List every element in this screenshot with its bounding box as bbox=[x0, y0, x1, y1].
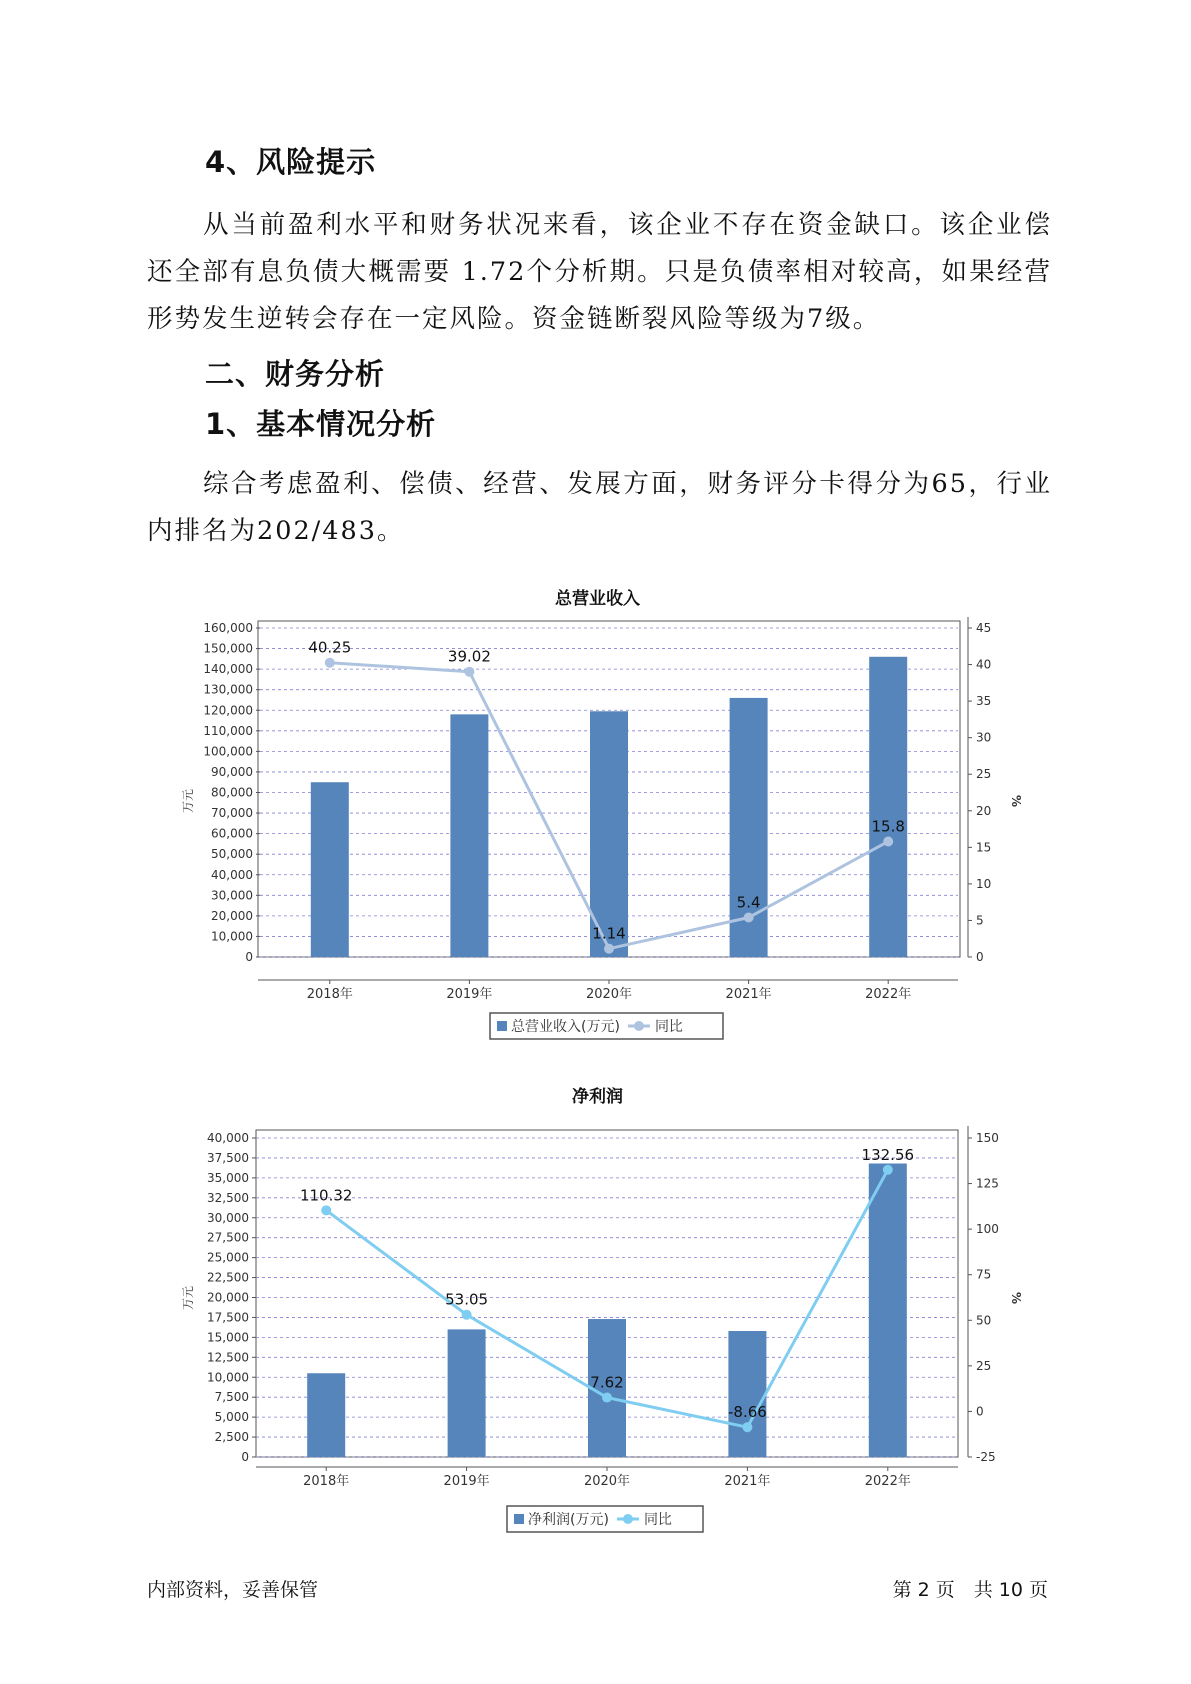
right-tick-label: 100 bbox=[976, 1222, 999, 1237]
yoy-point bbox=[464, 667, 474, 677]
left-tick-label: 17,500 bbox=[207, 1310, 249, 1325]
right-tick-label: 40 bbox=[976, 657, 992, 672]
yoy-point bbox=[604, 944, 614, 954]
right-tick-label: -25 bbox=[976, 1450, 996, 1464]
bar-2018年 bbox=[311, 782, 349, 957]
legend-line-marker bbox=[634, 1021, 644, 1031]
net-profit-chart-title: 净利润 bbox=[572, 1087, 623, 1107]
yoy-point bbox=[325, 658, 335, 668]
yoy-point bbox=[321, 1205, 331, 1215]
x-tick-label: 2018年 bbox=[306, 987, 353, 1002]
x-tick-label: 2019年 bbox=[443, 1474, 490, 1489]
x-tick-label: 2022年 bbox=[865, 987, 912, 1002]
right-axis-label: % bbox=[1009, 794, 1023, 808]
left-tick-label: 0 bbox=[241, 1450, 249, 1464]
basic-heading: 1、基本情况分析 bbox=[205, 407, 437, 441]
left-tick-label: 32,500 bbox=[207, 1190, 249, 1205]
left-tick-label: 15,000 bbox=[207, 1330, 249, 1345]
yoy-data-label: 5.4 bbox=[736, 893, 761, 912]
legend-bar-label: 总营业收入(万元) bbox=[511, 1019, 620, 1035]
right-tick-label: 45 bbox=[976, 621, 992, 635]
x-tick-label: 2021年 bbox=[725, 987, 772, 1002]
right-tick-label: 0 bbox=[976, 950, 984, 964]
yoy-data-label: 1.14 bbox=[592, 924, 626, 943]
right-tick-label: 75 bbox=[976, 1267, 992, 1282]
yoy-data-label: 7.62 bbox=[590, 1373, 624, 1392]
bar-2022年 bbox=[869, 657, 907, 957]
footer-confidential: 内部资料，妥善保管 bbox=[147, 1579, 319, 1601]
left-tick-label: 27,500 bbox=[207, 1230, 249, 1245]
bar-2019年 bbox=[450, 714, 488, 957]
left-tick-label: 20,000 bbox=[207, 1290, 249, 1305]
finance-heading: 二、财务分析 bbox=[205, 357, 386, 391]
x-tick-label: 2020年 bbox=[585, 987, 633, 1002]
left-tick-label: 90,000 bbox=[211, 764, 253, 779]
bar-2019年 bbox=[448, 1329, 486, 1457]
left-tick-label: 100,000 bbox=[203, 744, 253, 759]
right-axis-label: % bbox=[1009, 1291, 1023, 1305]
basic-paragraph: 综合考虑盈利、偿债、经营、发展方面，财务评分卡得分为65，行业内排名为202/483。 bbox=[147, 469, 1052, 546]
footer-page-number: 第 2 页 共 10 页 bbox=[892, 1579, 1048, 1601]
left-tick-label: 2,500 bbox=[214, 1430, 249, 1445]
left-tick-label: 160,000 bbox=[203, 621, 253, 635]
left-tick-label: 0 bbox=[245, 950, 253, 964]
left-tick-label: 150,000 bbox=[203, 641, 253, 656]
yoy-data-label: 15.8 bbox=[871, 817, 905, 836]
left-tick-label: 5,000 bbox=[214, 1410, 249, 1425]
left-tick-label: 140,000 bbox=[203, 662, 253, 677]
revenue-chart-title: 总营业收入 bbox=[555, 589, 640, 609]
right-tick-label: 25 bbox=[976, 1358, 992, 1373]
right-tick-label: 5 bbox=[976, 913, 984, 928]
left-tick-label: 110,000 bbox=[203, 723, 253, 738]
right-tick-label: 30 bbox=[976, 730, 992, 745]
revenue-chart bbox=[0, 605, 1191, 1075]
left-tick-label: 80,000 bbox=[211, 785, 253, 800]
x-tick-label: 2019年 bbox=[446, 987, 493, 1002]
left-axis-label: 万元 bbox=[181, 1285, 195, 1311]
yoy-point bbox=[602, 1393, 612, 1403]
risk-heading: 4、风险提示 bbox=[205, 145, 377, 179]
left-tick-label: 50,000 bbox=[211, 847, 253, 862]
bar-2021年 bbox=[728, 1331, 766, 1457]
right-tick-label: 20 bbox=[976, 803, 992, 818]
legend-bar-swatch bbox=[514, 1514, 524, 1524]
left-tick-label: 25,000 bbox=[207, 1250, 249, 1265]
yoy-data-label: 53.05 bbox=[445, 1290, 489, 1309]
right-tick-label: 25 bbox=[976, 767, 992, 782]
yoy-data-label: 110.32 bbox=[299, 1186, 353, 1205]
x-tick-label: 2020年 bbox=[583, 1474, 631, 1489]
yoy-data-label: 132.56 bbox=[861, 1145, 915, 1164]
yoy-point bbox=[883, 1165, 893, 1175]
left-tick-label: 35,000 bbox=[207, 1170, 249, 1185]
left-tick-label: 40,000 bbox=[207, 1131, 249, 1145]
x-tick-label: 2022年 bbox=[864, 1474, 911, 1489]
left-tick-label: 30,000 bbox=[207, 1210, 249, 1225]
yoy-point bbox=[883, 836, 893, 846]
left-tick-label: 60,000 bbox=[211, 826, 253, 841]
left-tick-label: 10,000 bbox=[211, 929, 253, 944]
left-tick-label: 37,500 bbox=[207, 1150, 249, 1165]
left-tick-label: 12,500 bbox=[207, 1350, 249, 1365]
legend-line-label: 同比 bbox=[643, 1512, 672, 1528]
left-tick-label: 10,000 bbox=[207, 1370, 249, 1385]
right-tick-label: 15 bbox=[976, 840, 992, 855]
yoy-point bbox=[462, 1310, 472, 1320]
left-tick-label: 30,000 bbox=[211, 888, 253, 903]
right-tick-label: 35 bbox=[976, 694, 992, 709]
net-profit-chart bbox=[0, 1108, 1191, 1573]
left-tick-label: 130,000 bbox=[203, 682, 253, 697]
legend-line-marker bbox=[623, 1514, 633, 1524]
yoy-point bbox=[742, 1422, 752, 1432]
x-tick-label: 2021年 bbox=[724, 1474, 771, 1489]
bar-2022年 bbox=[869, 1164, 907, 1457]
yoy-data-label: -8.66 bbox=[727, 1403, 767, 1422]
right-tick-label: 150 bbox=[976, 1131, 999, 1145]
x-tick-label: 2018年 bbox=[303, 1474, 350, 1489]
yoy-point bbox=[744, 913, 754, 923]
left-tick-label: 20,000 bbox=[211, 908, 253, 923]
left-tick-label: 120,000 bbox=[203, 703, 253, 718]
right-tick-label: 10 bbox=[976, 876, 992, 891]
right-tick-label: 50 bbox=[976, 1313, 992, 1328]
risk-paragraph: 从当前盈利水平和财务状况来看，该企业不存在资金缺口。该企业偿还全部有息负债大概需要 1.72个分析期。只是负债率相对较高，如果经营形势发生逆转会存在一定风险。资金链断裂风险等级为7级。 bbox=[147, 210, 1052, 334]
left-tick-label: 22,500 bbox=[207, 1270, 249, 1285]
bar-2018年 bbox=[307, 1373, 345, 1457]
right-tick-label: 0 bbox=[976, 1404, 984, 1419]
right-tick-label: 125 bbox=[976, 1176, 999, 1191]
legend-line-label: 同比 bbox=[654, 1019, 683, 1035]
legend-bar-swatch bbox=[497, 1021, 507, 1031]
yoy-data-label: 39.02 bbox=[447, 647, 491, 666]
legend-bar-label: 净利润(万元) bbox=[528, 1512, 609, 1528]
left-axis-label: 万元 bbox=[181, 788, 195, 814]
left-tick-label: 7,500 bbox=[214, 1390, 249, 1405]
left-tick-label: 70,000 bbox=[211, 806, 253, 821]
yoy-data-label: 40.25 bbox=[308, 638, 352, 657]
left-tick-label: 40,000 bbox=[211, 867, 253, 882]
